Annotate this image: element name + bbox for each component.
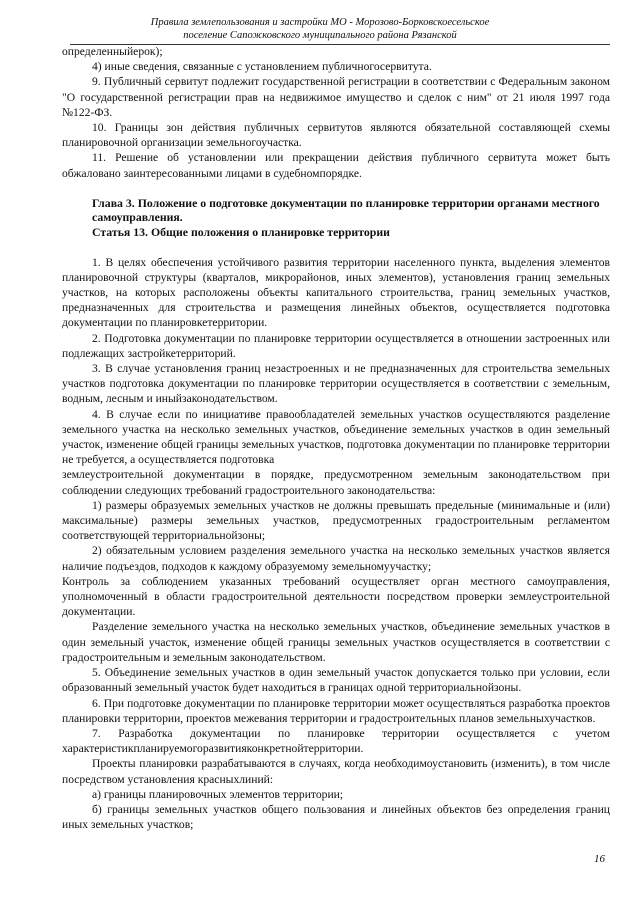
spacer: [62, 240, 610, 255]
paragraph: 9. Публичный сервитут подлежит государственной регистрации в соответствии с Федеральным законом "О государственной регистрации прав на недвижимое имущество и сделок с ним" от 21 июля 1997 года №122-ФЗ.: [62, 75, 610, 119]
header-line-2: поселение Сапожковского муниципального района Рязанской: [183, 30, 457, 41]
chapter-heading: Глава 3. Положение о подготовке документации по планировке территории органами местного самоуправления.: [92, 195, 600, 225]
paragraph: 7. Разработка документации по планировке территории осуществляется с учетом характеристикпланируемогоразвитияконкретнойтерритории.: [62, 726, 610, 756]
body-text: [62, 44, 610, 832]
paragraph: 1) размеры образуемых земельных участков не должны превышать предельные (минимальные и (или) максимальные) размеры земельных участков, предусмотренных градостроительным регламентом соответствующей территориальнойзоны;: [62, 498, 610, 543]
paragraph: 6. При подготовке документации по планировке территории может осуществляться разработка проектов планировки территории, проектов межевания территории и градостроительных планов земельныхучастков.: [62, 696, 610, 725]
article-heading: Статья 13. Общие положения о планировке территории: [92, 225, 390, 240]
paragraph: 1. В целях обеспечения устойчивого развития территории населенного пункта, выделения элементов планировочной структуры (кварталов, микрорайонов, иных элементов), установления границ земельных участков, на которых расположены объекты капитального строительства, границ земельных участков, предназначенных для строительства и размещения линейных объектов, осуществляется подготовка документации по планировкетерритории.: [62, 255, 610, 330]
paragraph: б) границы земельных участков общего пользования и линейных объектов без определения границ иных земельных участков;: [62, 802, 610, 832]
paragraph: Разделение земельного участка на несколько земельных участков, объединение земельных участков в один земельный участок, изменение общей границы земельных участков осуществляется в соответствии с градостроительным и земельным законодательством.: [62, 620, 610, 664]
paragraph: 11. Решение об установлении или прекращении действия публичного сервитута может быть обжаловано заинтересованными лицами в судебномпорядке.: [62, 151, 610, 180]
paragraph: определенныйерок);: [62, 45, 163, 58]
paragraph: 10. Границы зон действия публичных сервитутов являются обязательной составляющей схемы планировочной организации земельногоучастка.: [62, 121, 610, 150]
paragraph: 4. В случае если по инициативе правообладателей земельных участков осуществляются разделение земельного участка на несколько земельных участков, объединение земельных участков в один земельный участок, изменение общей границы земельных участков, подготовка документации по планировке территории не требуется, а осуществляется подготовка: [62, 407, 610, 467]
paragraph: Проекты планировки разрабатываются в случаях, когда необходимоустановить (изменить), в том числе посредством установления красныхлиний:: [62, 757, 610, 786]
paragraph: 3. В случае установления границ незастроенных и не предназначенных для строительства земельных участков подготовка документации по планировке территории осуществляется в соответствии с земельным, водным, лесным и иныйзаконодательством.: [62, 362, 610, 406]
running-header: [90, 16, 550, 42]
paragraph: 4) иные сведения, связанные с установлением публичногосервитута.: [92, 60, 432, 74]
paragraph: 2. Подготовка документации по планировке территории осуществляется в отношении застроенных или подлежащих застройкетерриторий.: [62, 331, 610, 360]
header-line-1: Правила землепользования и застройки МО - Морозово-Борковскоесельское: [150, 17, 490, 28]
page-number: 16: [594, 853, 605, 865]
paragraph: землеустроительной документации в порядке, предусмотренном земельным законодательством при соблюдении следующих требований градостроительного законодательства:: [62, 468, 610, 497]
paragraph: а) границы планировочных элементов территории;: [92, 787, 344, 801]
paragraph: 5. Объединение земельных участков в один земельный участок допускается только при условии, если образованный земельный участок будет находиться в границах одной территориальнойзоны.: [62, 666, 610, 695]
paragraph: Контроль за соблюдением указанных требований осуществляет орган местного самоуправления, уполномоченный в области градостроительной деятельности посредством проверки землеустроительной документации.: [62, 574, 610, 619]
paragraph: 2) обязательным условием разделения земельного участка на несколько земельных участков является наличие подъездов, подходов к каждому образуемому земельномуучастку;: [62, 544, 610, 573]
spacer: [62, 181, 610, 196]
